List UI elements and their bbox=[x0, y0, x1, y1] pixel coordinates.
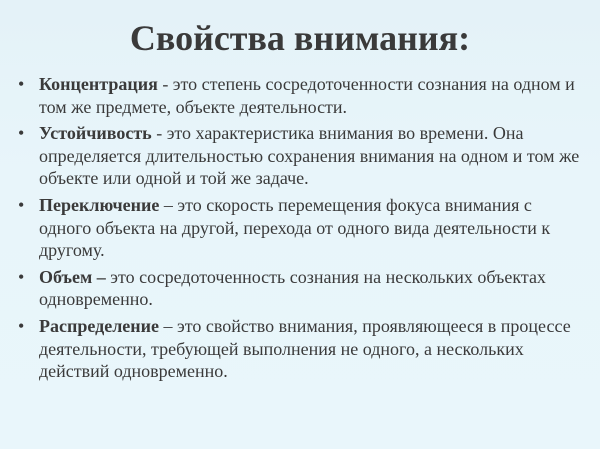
list-item-concentration bbox=[18, 73, 588, 118]
item-term: Переключение bbox=[39, 194, 160, 215]
item-term: Устойчивость bbox=[39, 123, 152, 144]
item-description: – это свойство внимания, проявляющееся в процессе деятельности, требующей выполнения не одного, а нескольких действий одновременно. bbox=[39, 315, 571, 382]
item-description: – это скорость перемещения фокуса внимания с одного объекта на другой, перехода от одного вида деятельности к другому. bbox=[39, 194, 551, 261]
item-term: Концентрация bbox=[39, 74, 158, 94]
list-item-volume bbox=[18, 266, 588, 311]
bullet-icon: • bbox=[18, 266, 25, 287]
bullet-icon: • bbox=[18, 194, 25, 215]
item-description: - это характеристика внимания во времени. Она определяется длительностью сохранения внимания на одном и том же объекте или одной и той же задаче. bbox=[39, 123, 580, 189]
properties-list bbox=[18, 73, 588, 387]
item-term: Распределение bbox=[39, 315, 160, 336]
bullet-icon: • bbox=[18, 74, 25, 94]
list-item-distribution bbox=[18, 315, 588, 383]
bullet-icon: • bbox=[18, 123, 25, 144]
slide-title: Свойства внимания: bbox=[129, 18, 471, 58]
item-description: - это степень сосредоточенности сознания на одном и том же предмете, объекте деятельности. bbox=[39, 74, 575, 117]
list-item-stability bbox=[18, 122, 588, 190]
list-item-switching bbox=[18, 194, 588, 262]
item-term: Объем – bbox=[39, 266, 106, 287]
item-description: это сосредоточенность сознания на нескольких объектах одновременно. bbox=[39, 266, 546, 310]
bullet-icon: • bbox=[18, 315, 25, 336]
